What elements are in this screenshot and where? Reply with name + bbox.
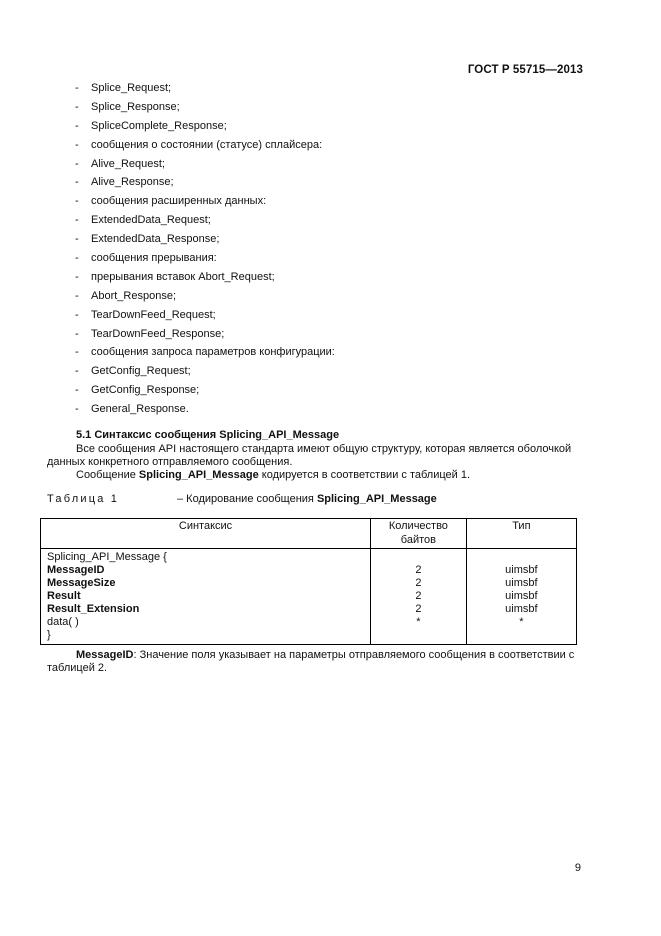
table-caption-bold: Splicing_API_Message: [316, 493, 437, 505]
message-coding-table: [40, 518, 577, 645]
list-item-text: General_Response.: [91, 403, 189, 416]
type-column: [466, 549, 576, 645]
list-item: [75, 270, 335, 289]
list-item: [75, 138, 335, 157]
definition-term: MessageID: [76, 649, 134, 661]
header-count-line2: байтов: [400, 533, 436, 546]
list-dash: -: [75, 214, 79, 227]
list-item-text: ExtendedData_Request;: [91, 214, 211, 227]
list-item-text: TearDownFeed_Request;: [91, 308, 216, 321]
list-item: [75, 308, 335, 327]
document-standard-number: ГОСТ Р 55715—2013: [467, 64, 583, 76]
byte-count-cell: *: [416, 616, 421, 628]
list-item: [75, 327, 335, 346]
list-item: [75, 213, 335, 232]
list-dash: -: [75, 233, 79, 246]
list-dash: -: [75, 119, 79, 132]
list-item-text: ExtendedData_Response;: [91, 233, 220, 246]
type-cell: [467, 551, 576, 564]
paragraph-2-bold: Splicing_API_Message: [138, 469, 259, 481]
message-type-list: [75, 81, 335, 421]
list-dash: -: [75, 270, 79, 283]
syntax-cell: }: [47, 629, 51, 641]
list-item: [75, 100, 335, 119]
list-dash: -: [75, 176, 79, 189]
header-byte-count: [371, 519, 467, 549]
header-count-line1: Количество: [388, 520, 448, 532]
type-cell: uimsbf: [505, 577, 538, 589]
list-dash: -: [75, 308, 79, 321]
list-dash: -: [75, 365, 79, 378]
list-item-text: TearDownFeed_Response;: [91, 327, 225, 340]
list-item-text: SpliceComplete_Response;: [91, 119, 227, 132]
syntax-cell: Result: [47, 590, 81, 602]
type-cell: [467, 629, 576, 642]
list-item-text: GetConfig_Request;: [91, 365, 191, 378]
list-dash: -: [75, 384, 79, 397]
byte-count-cell: 2: [415, 603, 422, 615]
definition-text: : Значение поля указывает на параметры отправляемого сообщения в соответствии с таблицей 2.: [47, 649, 575, 674]
list-item-text: сообщения о состоянии (статусе) сплайсера:: [91, 138, 323, 151]
table-caption-label: Таблица 1: [47, 493, 120, 505]
list-item-text: GetConfig_Response;: [91, 384, 200, 397]
section-paragraph-2: [47, 469, 613, 482]
list-dash: -: [75, 327, 79, 340]
table-header-row: [41, 519, 577, 549]
list-item-text: сообщения расширенных данных:: [91, 195, 267, 208]
table-caption-text: – Кодирование сообщения: [177, 493, 317, 505]
byte-count-cell: [371, 551, 466, 564]
section-title: [47, 429, 613, 442]
type-cell: uimsbf: [505, 603, 538, 615]
list-item-text: сообщения прерывания:: [91, 252, 217, 265]
list-item: [75, 383, 335, 402]
type-cell: *: [519, 616, 524, 628]
list-item: [75, 402, 335, 421]
table-caption: [47, 493, 437, 505]
definition-paragraph: [47, 649, 584, 675]
list-item: [75, 119, 335, 138]
header-syntax: Синтаксис: [41, 519, 371, 549]
list-item-text: Abort_Response;: [91, 289, 176, 302]
list-item-text: Alive_Request;: [91, 157, 165, 170]
paragraph-1-text: Все сообщения API настоящего стандарта имеют общую структуру, которая является оболочкой данных конкретного отправляемого сообщения.: [47, 443, 572, 468]
type-cell: uimsbf: [505, 590, 538, 602]
list-item-text: прерывания вставок Abort_Request;: [91, 270, 275, 283]
list-dash: -: [75, 346, 79, 359]
byte-count-cell: 2: [415, 590, 422, 602]
list-item: [75, 194, 335, 213]
list-item-text: сообщения запроса параметров конфигурации:: [91, 346, 335, 359]
list-item-text: Splice_Response;: [91, 100, 180, 113]
syntax-cell: data( ): [47, 616, 79, 628]
type-cell: uimsbf: [505, 564, 538, 576]
list-item: [75, 289, 335, 308]
byte-count-cell: 2: [415, 564, 422, 576]
paragraph-2-text-b: кодируется в соответствии с таблицей 1.: [258, 469, 471, 481]
table-body-row: [41, 549, 577, 645]
list-item: [75, 345, 335, 364]
byte-count-cell: 2: [415, 577, 422, 589]
list-item: [75, 251, 335, 270]
list-item: [75, 232, 335, 251]
list-item: [75, 364, 335, 383]
byte-count-cell: [371, 629, 466, 642]
syntax-cell: MessageID: [47, 564, 105, 576]
list-dash: -: [75, 100, 79, 113]
list-item-text: Splice_Request;: [91, 82, 172, 94]
list-dash: -: [75, 82, 79, 94]
list-item-text: Alive_Response;: [91, 176, 174, 189]
syntax-cell: MessageSize: [47, 577, 116, 589]
paragraph-2-text-a: Сообщение: [76, 469, 139, 481]
byte-count-column: [371, 549, 467, 645]
list-item: [75, 175, 335, 194]
list-item: [75, 157, 335, 176]
list-item: [75, 81, 335, 100]
page-number: 9: [574, 862, 581, 874]
syntax-cell: Splicing_API_Message {: [47, 551, 167, 563]
list-dash: -: [75, 289, 79, 302]
list-dash: -: [75, 403, 79, 416]
syntax-cell: Result_Extension: [47, 603, 140, 615]
section-paragraph-1: [47, 443, 584, 469]
list-dash: -: [75, 195, 79, 208]
header-type: Тип: [466, 519, 576, 549]
syntax-column: [41, 549, 371, 645]
section-title-text: 5.1 Синтаксис сообщения Splicing_API_Message: [76, 429, 340, 441]
list-dash: -: [75, 138, 79, 151]
list-dash: -: [75, 252, 79, 265]
list-dash: -: [75, 157, 79, 170]
